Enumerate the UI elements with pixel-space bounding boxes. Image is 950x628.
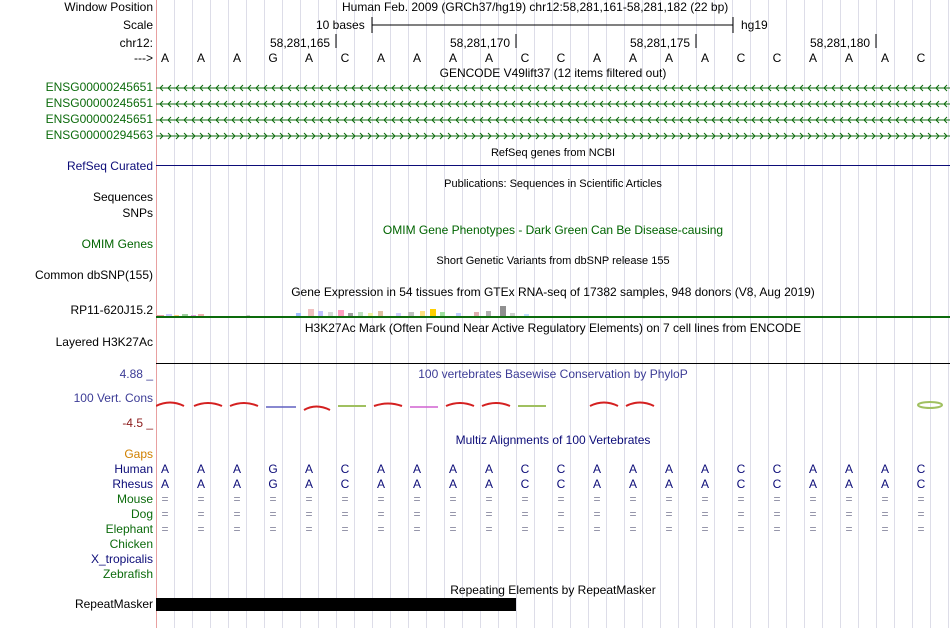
alignment-base: = [413, 507, 421, 521]
alignment-base: = [161, 492, 169, 506]
phylop-label[interactable]: 100 Vert. Cons [73, 391, 153, 405]
alignment-base: = [341, 492, 349, 506]
alignment-base: = [593, 522, 601, 536]
sequence-base: A [196, 51, 205, 65]
alignment-base: A [880, 477, 889, 491]
coord-tick-2: 58,281,170 [450, 36, 511, 50]
scale-label: Scale [122, 18, 153, 32]
omim-label[interactable]: OMIM Genes [81, 237, 153, 251]
alignment-base: = [485, 492, 493, 506]
alignment-base: A [232, 477, 241, 491]
alignment-base: = [485, 507, 493, 521]
h3k27ac-title: H3K27Ac Mark (Often Found Near Active Regulatory Elements) on 7 cell lines from ENCODE [304, 321, 802, 335]
alignment-base: = [377, 507, 385, 521]
sequence-base: C [916, 51, 926, 65]
alignment-base: A [412, 462, 421, 476]
sequence-base: A [232, 51, 241, 65]
alignment-base: A [304, 462, 313, 476]
alignment-base: C [340, 477, 350, 491]
alignment-base: = [737, 492, 745, 506]
alignment-base: = [161, 507, 169, 521]
alignment-base: A [412, 477, 421, 491]
alignment-base: = [629, 522, 637, 536]
alignment-base: A [376, 462, 385, 476]
alignment-base: = [665, 522, 673, 536]
alignment-base: = [593, 492, 601, 506]
alignment-base: A [700, 477, 709, 491]
snps-label[interactable]: SNPs [122, 206, 153, 220]
alignment-base: A [664, 462, 673, 476]
phylop-min: -4.5 _ [122, 416, 153, 430]
alignment-base: = [305, 522, 313, 536]
species-label[interactable]: X_tropicalis [90, 552, 153, 566]
sequence-base: A [304, 51, 313, 65]
alignment-base: C [736, 462, 746, 476]
sequence-base: A [412, 51, 421, 65]
alignment-base: G [268, 462, 278, 476]
alignment-base: A [808, 477, 817, 491]
alignment-base: = [485, 522, 493, 536]
alignment-base: A [808, 462, 817, 476]
alignment-base: G [268, 477, 278, 491]
alignment-base: = [557, 522, 565, 536]
alignment-base: = [845, 522, 853, 536]
alignment-base: = [701, 522, 709, 536]
sequences-label[interactable]: Sequences [92, 190, 153, 204]
refseq-line [156, 165, 950, 166]
alignment-base: A [880, 462, 889, 476]
publications-title: Publications: Sequences in Scientific Articles [444, 178, 662, 190]
refseq-title: RefSeq genes from NCBI [490, 147, 616, 159]
alignment-base: = [521, 492, 529, 506]
alignment-base: = [557, 492, 565, 506]
alignment-base: = [809, 492, 817, 506]
alignment-base: C [772, 462, 782, 476]
alignment-base: C [772, 477, 782, 491]
alignment-base: C [556, 477, 566, 491]
alignment-base: A [232, 462, 241, 476]
alignment-base: = [845, 507, 853, 521]
sequence-base: A [448, 51, 457, 65]
alignment-base: = [449, 522, 457, 536]
gene-label[interactable]: ENSG00000294563 [45, 128, 153, 142]
alignment-base: A [664, 477, 673, 491]
sequence-base: C [340, 51, 350, 65]
species-label[interactable]: Zebrafish [102, 567, 153, 581]
alignment-base: A [592, 477, 601, 491]
alignment-base: = [377, 522, 385, 536]
sequence-base: A [844, 51, 853, 65]
alignment-base: A [484, 462, 493, 476]
alignment-base: C [520, 477, 530, 491]
species-label[interactable]: Human [114, 462, 153, 476]
alignment-base: = [809, 522, 817, 536]
phylop-max: 4.88 _ [119, 367, 153, 381]
species-label[interactable]: Rhesus [112, 477, 153, 491]
alignment-base: = [269, 507, 277, 521]
alignment-base: = [557, 507, 565, 521]
chrom-label: chr12: [119, 36, 153, 50]
window-position-text: Human Feb. 2009 (GRCh37/hg19) chr12:58,281,161-58,281,182 (22 bp) [342, 0, 729, 14]
alignment-base: = [521, 522, 529, 536]
gene-label[interactable]: ENSG00000245651 [45, 112, 153, 126]
alignment-base: = [773, 507, 781, 521]
scale-text: 10 bases [316, 18, 365, 32]
sequence-base: A [376, 51, 385, 65]
alignment-base: C [916, 477, 926, 491]
alignment-base: = [197, 492, 205, 506]
alignment-base: = [449, 492, 457, 506]
scale-db: hg19 [741, 18, 768, 32]
gene-label[interactable]: ENSG00000245651 [45, 80, 153, 94]
alignment-base: = [233, 507, 241, 521]
alignment-base: = [413, 522, 421, 536]
alignment-base: = [233, 492, 241, 506]
alignment-base: A [448, 477, 457, 491]
alignment-base: C [916, 462, 926, 476]
gene-label[interactable]: ENSG00000245651 [45, 96, 153, 110]
alignment-base: = [593, 507, 601, 521]
alignment-base: = [269, 492, 277, 506]
alignment-base: = [521, 507, 529, 521]
repeatmasker-title: Repeating Elements by RepeatMasker [450, 583, 656, 597]
alignment-base: = [917, 522, 925, 536]
omim-title: OMIM Gene Phenotypes - Dark Green Can Be Disease-causing [382, 223, 724, 237]
alignment-base: = [809, 507, 817, 521]
strand-label: ---> [134, 51, 153, 65]
alignment-base: C [520, 462, 530, 476]
alignment-base: = [413, 492, 421, 506]
gencode-title: GENCODE V49lift37 (12 items filtered out) [439, 66, 667, 80]
alignment-base: = [845, 492, 853, 506]
alignment-base: = [881, 522, 889, 536]
alignment-base: = [701, 507, 709, 521]
alignment-base: = [665, 492, 673, 506]
alignment-base: A [628, 462, 637, 476]
alignment-base: = [377, 492, 385, 506]
alignment-base: = [341, 522, 349, 536]
scale-bar [370, 16, 736, 34]
alignment-base: A [592, 462, 601, 476]
dbsnp-title: Short Genetic Variants from dbSNP release 155 [436, 255, 670, 267]
alignment-base: A [844, 462, 853, 476]
gencode-gene-features[interactable] [156, 80, 950, 144]
dbsnp-label[interactable]: Common dbSNP(155) [34, 268, 153, 282]
sequence-base: C [520, 51, 530, 65]
h3k27ac-baseline [156, 363, 950, 364]
species-label[interactable]: Dog [130, 507, 153, 521]
alignment-base: = [737, 507, 745, 521]
sequence-base: A [664, 51, 673, 65]
coord-tick-4: 58,281,180 [810, 36, 871, 50]
coord-tick-1: 58,281,165 [270, 36, 331, 50]
repeatmasker-label[interactable]: RepeatMasker [74, 597, 153, 611]
sequence-base: C [556, 51, 566, 65]
alignment-base: = [629, 492, 637, 506]
alignment-base: = [305, 507, 313, 521]
alignment-base: = [917, 507, 925, 521]
repeat-element-block[interactable] [156, 598, 516, 611]
alignment-base: A [700, 462, 709, 476]
alignment-base: = [341, 507, 349, 521]
alignment-base: = [269, 522, 277, 536]
coord-tick-3: 58,281,175 [630, 36, 691, 50]
alignment-base: A [484, 477, 493, 491]
alignment-base: = [629, 507, 637, 521]
alignment-base: = [305, 492, 313, 506]
sequence-base: A [628, 51, 637, 65]
alignment-base: = [665, 507, 673, 521]
sequence-base: A [880, 51, 889, 65]
gtex-bars[interactable] [156, 303, 950, 319]
alignment-base: A [628, 477, 637, 491]
multiz-title: Multiz Alignments of 100 Vertebrates [455, 433, 651, 447]
window-position-label: Window Position [64, 0, 153, 14]
alignment-base: = [881, 507, 889, 521]
sequence-base: C [736, 51, 746, 65]
alignment-base: = [773, 522, 781, 536]
sequence-base: A [700, 51, 709, 65]
gaps-label: Gaps [124, 447, 153, 461]
alignment-base: C [736, 477, 746, 491]
alignment-base: A [304, 477, 313, 491]
gtex-title: Gene Expression in 54 tissues from GTEx RNA-seq of 17382 samples, 948 donors (V8, Aug 2019) [291, 285, 815, 299]
sequence-base: A [592, 51, 601, 65]
alignment-base: = [917, 492, 925, 506]
alignment-base: C [556, 462, 566, 476]
alignment-base: = [773, 492, 781, 506]
species-label[interactable]: Elephant [105, 522, 153, 536]
alignment-base: = [881, 492, 889, 506]
alignment-base: = [161, 522, 169, 536]
phylop-title: 100 vertebrates Basewise Conservation by PhyloP [418, 367, 688, 381]
alignment-base: = [701, 492, 709, 506]
species-label[interactable]: Mouse [116, 492, 153, 506]
alignment-base: A [160, 477, 169, 491]
alignment-base: = [197, 522, 205, 536]
h3k27ac-label[interactable]: Layered H3K27Ac [55, 335, 153, 349]
refseq-label[interactable]: RefSeq Curated [66, 159, 153, 173]
alignment-base: A [160, 462, 169, 476]
alignment-base: = [737, 522, 745, 536]
alignment-base: A [196, 462, 205, 476]
alignment-base: A [448, 462, 457, 476]
sequence-base: G [268, 51, 278, 65]
sequence-base: A [808, 51, 817, 65]
sequence-base: A [484, 51, 493, 65]
alignment-base: A [196, 477, 205, 491]
alignment-base: = [233, 522, 241, 536]
species-label[interactable]: Chicken [109, 537, 153, 551]
alignment-base: = [449, 507, 457, 521]
alignment-base: C [340, 462, 350, 476]
phylop-plot[interactable] [156, 396, 950, 416]
alignment-base: = [197, 507, 205, 521]
sequence-base: A [160, 51, 169, 65]
gtex-label[interactable]: RP11-620J15.2 [70, 303, 153, 317]
alignment-base: A [376, 477, 385, 491]
sequence-base: C [772, 51, 782, 65]
alignment-base: A [844, 477, 853, 491]
